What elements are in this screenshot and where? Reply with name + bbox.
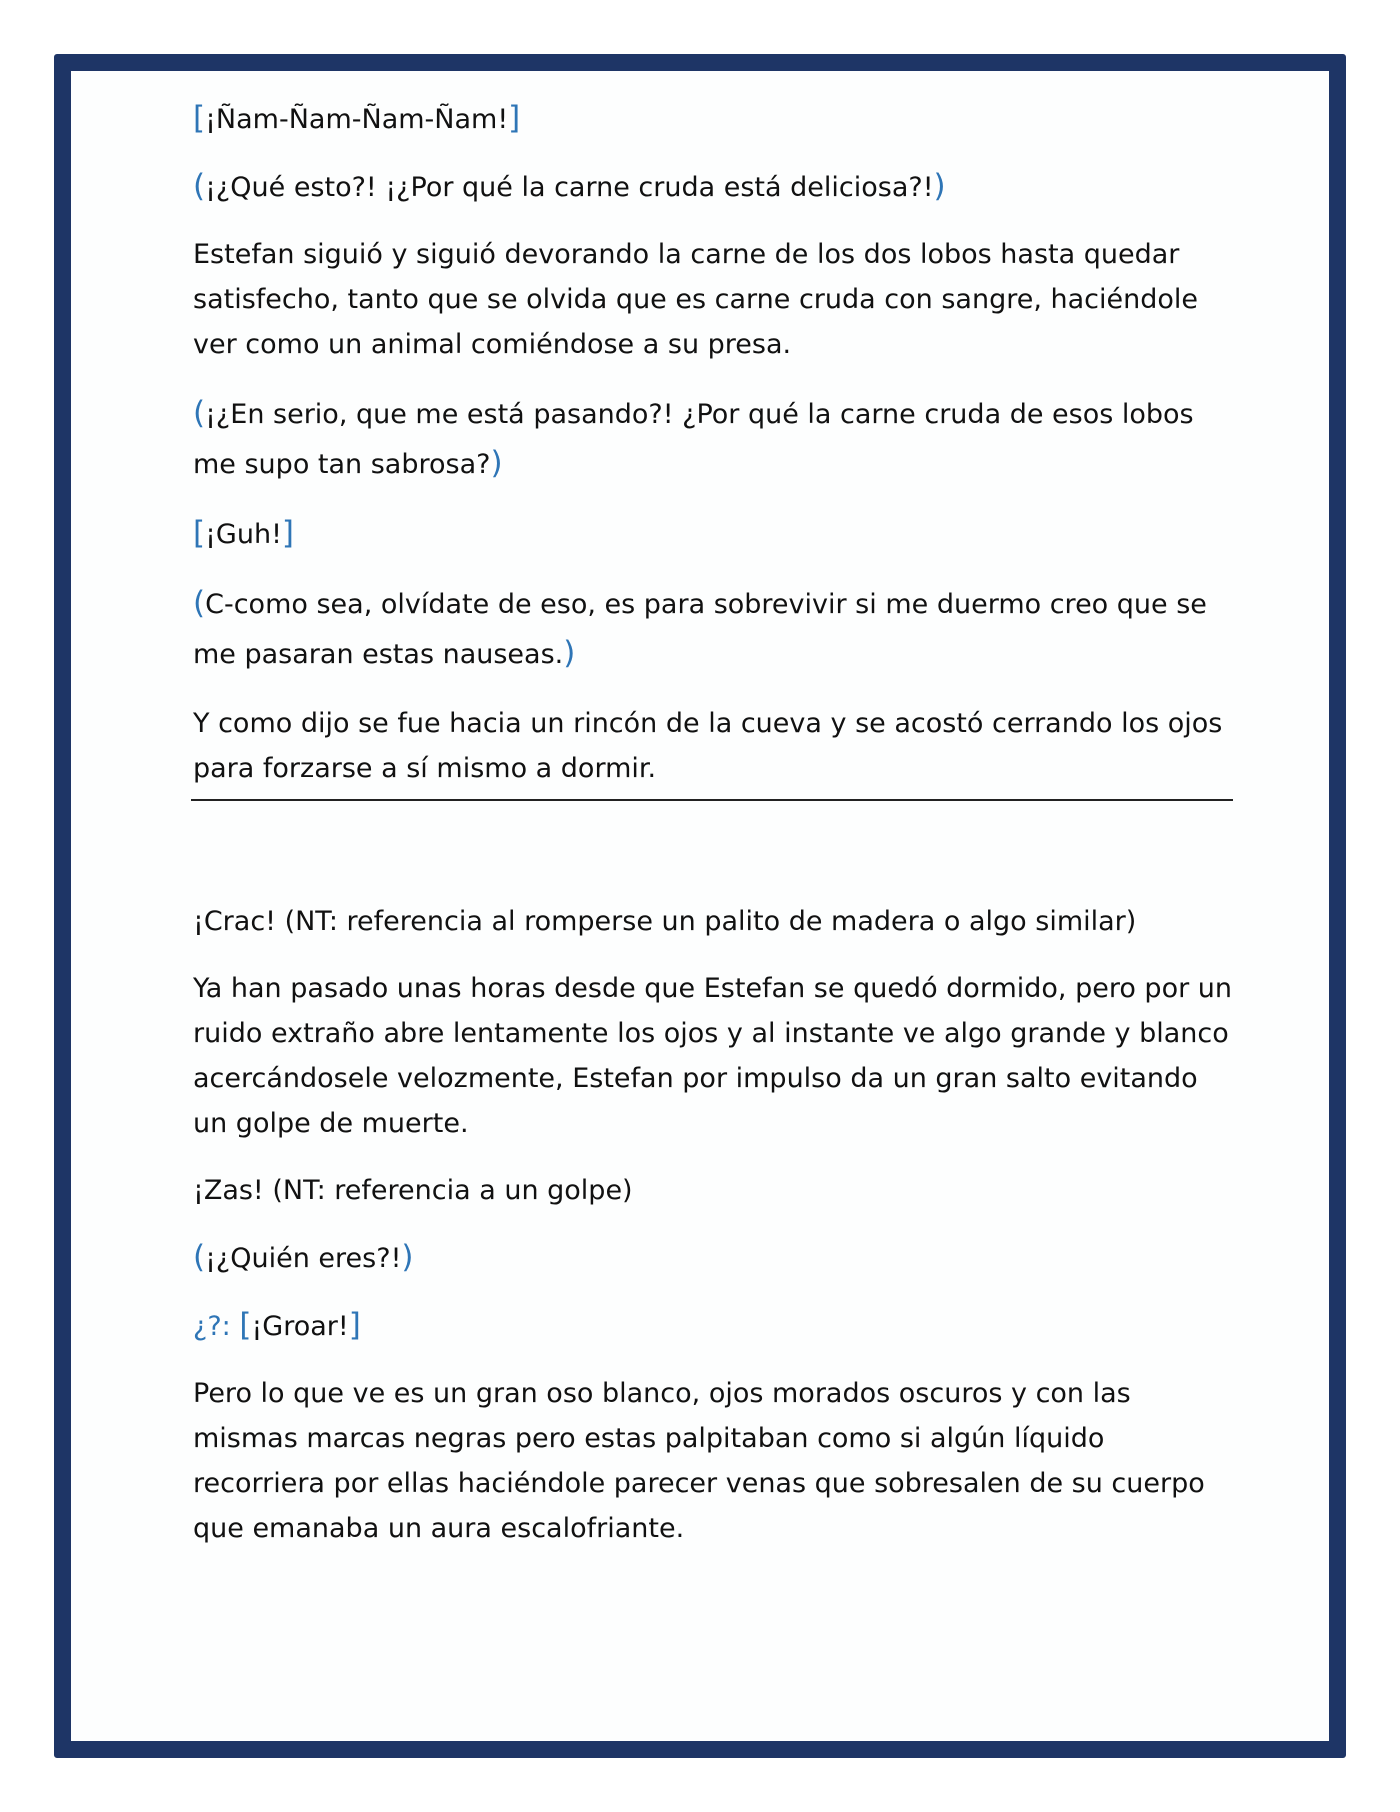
close-paren: ) bbox=[563, 635, 576, 671]
dialogue-text: ¡Guh! bbox=[205, 519, 282, 550]
open-bracket: [ bbox=[193, 100, 206, 136]
dialogue-text: ¡Groar! bbox=[251, 1311, 349, 1342]
dialogue-sound bbox=[193, 511, 1233, 557]
narration-paragraph: Ya han pasado unas horas desde que Estefan se quedó dormido, pero por un ruido extraño abre lentamente los ojos y al instante ve algo grande y blanco acercándosele velozmente, Estefan por impulso da un gran salto evitando un golpe de muerte. bbox=[193, 973, 1232, 1139]
thought-line bbox=[193, 389, 1233, 489]
open-bracket: [ bbox=[239, 1307, 252, 1343]
thought-line bbox=[193, 164, 1233, 210]
close-bracket: ] bbox=[348, 1307, 361, 1343]
dialogue-sound bbox=[193, 1303, 1233, 1349]
close-paren: ) bbox=[401, 1239, 414, 1275]
sound-effect-line: ¡Zas! (NT: referencia a un golpe) bbox=[193, 1175, 633, 1206]
thought-text: ¡¿En serio, que me está pasando?! ¿Por qué la carne cruda de esos lobos me supo tan sabrosa? bbox=[193, 399, 1194, 480]
open-paren: ( bbox=[193, 395, 206, 431]
open-paren: ( bbox=[193, 585, 206, 621]
close-bracket: ] bbox=[508, 100, 521, 136]
open-paren: ( bbox=[193, 168, 206, 204]
narration-paragraph: Pero lo que ve es un gran oso blanco, ojos morados oscuros y con las mismas marcas negras pero estas palpitaban como si algún líquido recorriera por ellas haciéndole parecer venas que sobresalen de su cuerpo que emanaba un aura escalofriante. bbox=[193, 1378, 1205, 1544]
speaker-label: ¿?: bbox=[193, 1311, 231, 1342]
thought-text: ¡¿Qué esto?! ¡¿Por qué la carne cruda está deliciosa?! bbox=[205, 172, 934, 203]
thought-text: ¡¿Quién eres?! bbox=[205, 1243, 402, 1274]
close-paren: ) bbox=[933, 168, 946, 204]
open-paren: ( bbox=[193, 1239, 206, 1275]
thought-text: C-como sea, olvídate de eso, es para sobrevivir si me duermo creo que se me pasaran estas nauseas. bbox=[193, 589, 1207, 670]
section-divider bbox=[191, 799, 1233, 801]
narration-paragraph: Y como dijo se fue hacia un rincón de la cueva y se acostó cerrando los ojos para forzarse a sí mismo a dormir. bbox=[193, 708, 1223, 784]
thought-line bbox=[193, 1235, 1233, 1281]
narration-paragraph: Estefan siguió y siguió devorando la carne de los dos lobos hasta quedar satisfecho, tanto que se olvida que es carne cruda con sangre, haciéndole ver como un animal comiéndose a su presa. bbox=[193, 239, 1198, 360]
close-bracket: ] bbox=[281, 515, 295, 551]
thought-line bbox=[193, 579, 1233, 679]
close-paren: ) bbox=[490, 445, 503, 481]
sound-effect-line: ¡Crac! (NT: referencia al romperse un palito de madera o algo similar) bbox=[193, 906, 1137, 937]
open-bracket: [ bbox=[193, 515, 206, 551]
document-body bbox=[193, 96, 1233, 1551]
dialogue-sound bbox=[193, 96, 1233, 142]
dialogue-text: ¡Ñam-Ñam-Ñam-Ñam! bbox=[205, 104, 509, 135]
